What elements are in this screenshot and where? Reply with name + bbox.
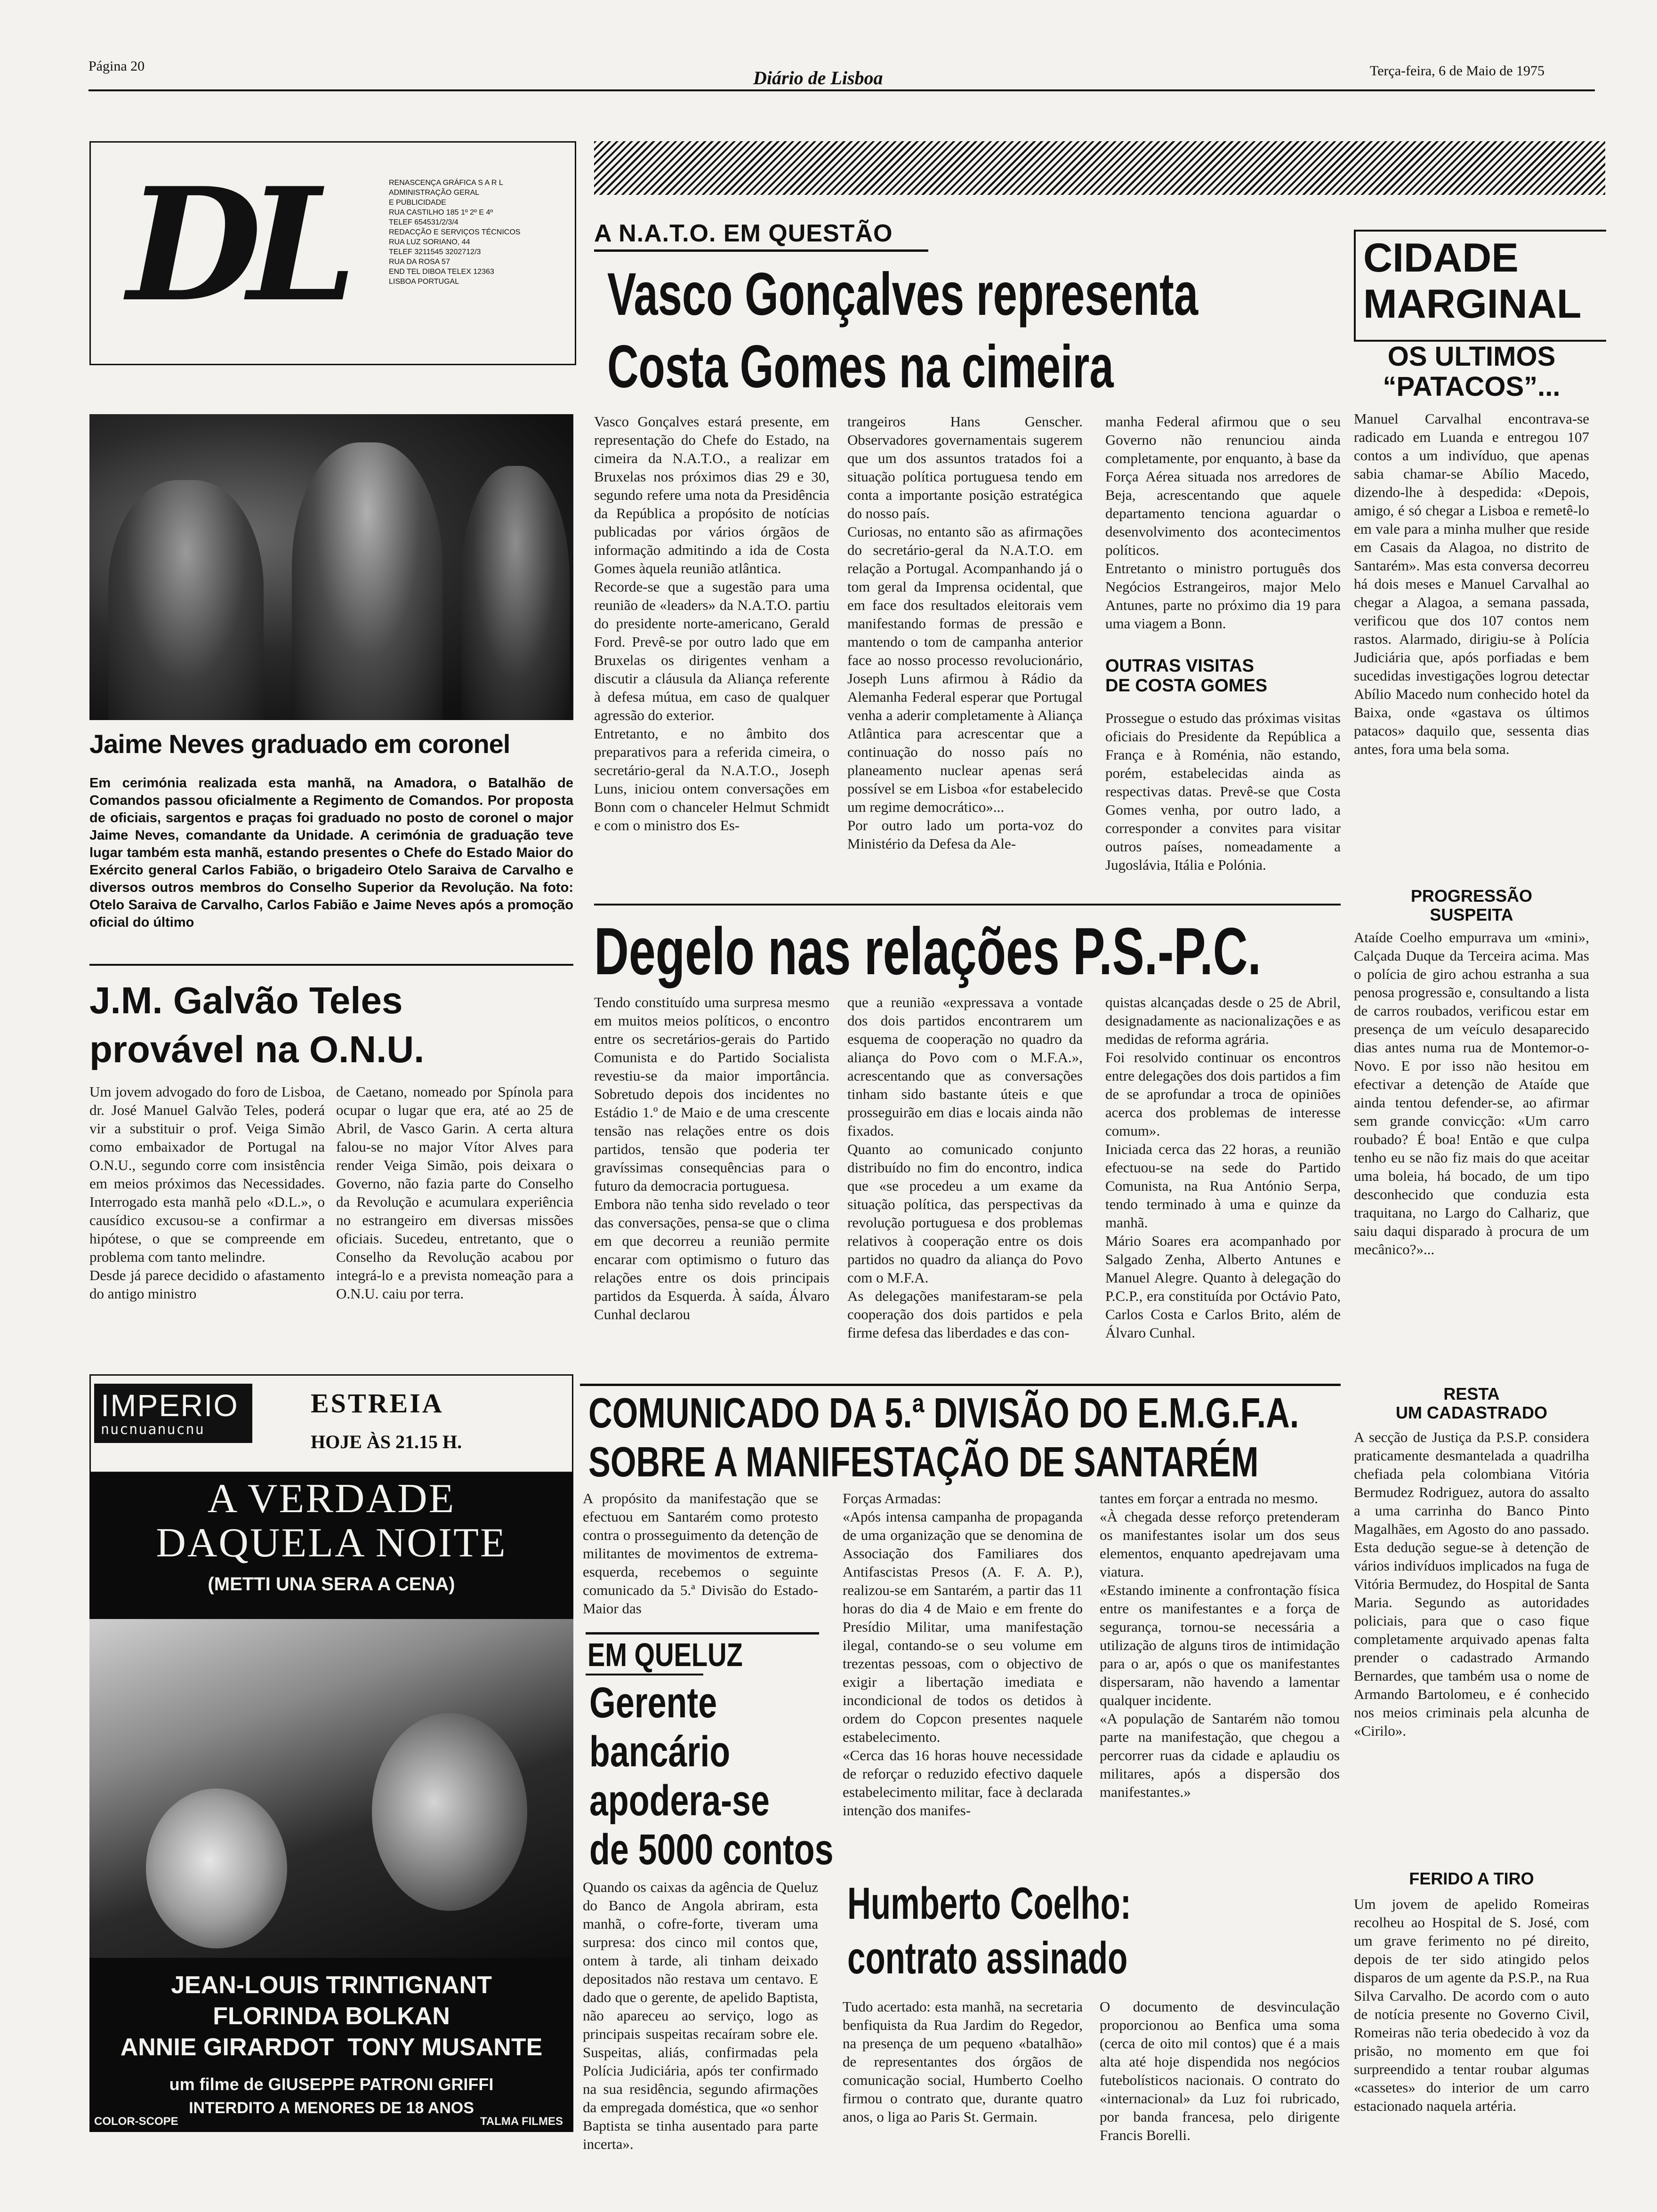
nato-headline-2: Costa Gomes na cimeira: [607, 333, 1114, 401]
degelo-col-1: Tendo constituído uma surpresa mesmo em muitos meios políticos, o encontro entre os secretários-gerais do Partido Comunista e do Partido Socialista revestiu-se da maior importância. Sobretudo depois dos incidentes no Estádio 1.º de Maio e de uma crescente tensão nas relações entre os dois partidos, tensão que poderia ter gravíssimas consequências para o futuro da democracia portuguesa. Embora não tenha sido revelado o teor das conversações, pensa-se que o clima em que decorreu a reunião permite encarar com optimismo o futuro das relações entre os dois principais partidos da Esquerda. À saída, Álvaro Cunhal declarou: [594, 994, 829, 1322]
nato-kicker-rule: [594, 249, 928, 252]
comunicado-headline-1: COMUNICADO DA 5.ª DIVISÃO DO E.M.G.F.A.: [588, 1390, 1299, 1437]
teles-headline-1: J.M. Galvão Teles: [89, 979, 403, 1021]
queluz-body: Quando os caixas da agência de Queluz do Banco de Angola abriram, esta manhã, o cofre-forte, tiveram uma surpresa: dos cinco mil contos que, ontem à tarde, ali tinham deixado depositados não restava um centavo. E dado que o gerente, de apelido Baptista, não apareceu ao serviço, logo as principais suspeitas recaíram sobre ele. Suspeitas, aliás, confirmadas pela Polícia Judiciária, após ter confirmado na sua residência, segundo afirmações da empregada doméstica, que «o senhor Baptista se tinha ausentado para parte incerta».: [583, 1879, 818, 2152]
issue-date: Terça-feira, 6 de Maio de 1975: [1370, 63, 1545, 79]
comunicado-col-3: tantes em forçar a entrada no mesmo. «À chegada desse reforço pretenderam os manifestantes isolar um dos seus elementos, enquanto apedrejavam uma viatura. «Estando iminente a confrontação física entre os manifestantes e a força de segurança, tornou-se necessária a utilização de alguns tiros de intimidação para o ar, após o que os manifestantes dispersaram, não havendo a lamentar qualquer incidente. «A população de Santarém não tomou parte na manifestação, que chegou a percorrer ruas da cidade e aplaudiu os militares, após a dispersão dos manifestantes.»: [1100, 1490, 1340, 1800]
humberto-headline-2: contrato assinado: [847, 1933, 1128, 1983]
cidade-sub-2: RESTA UM CADASTRADO: [1396, 1384, 1547, 1422]
ad-hora: HOJE ÀS 21.15 H.: [311, 1431, 462, 1452]
teles-col-2: de Caetano, nomeado por Spínola para ocupar o lugar que era, até ao 25 de Abril, de Vasco Garin. A certa altura falou-se no major Vítor Alves para render Veiga Simão, pois deixara o Governo, não fazia parte do Conselho da Revolução e acumulara experiência no estrangeiro em diversas missões oficiais. Sucedeu, entretanto, que o Conselho da Revolução acabou por integrá-lo e a prevista nomeação para a O.N.U. caiu por terra.: [336, 1083, 573, 1302]
ad-estreia: ESTREIA: [311, 1388, 444, 1419]
degelo-headline: Degelo nas relações P.S.-P.C.: [594, 914, 1261, 989]
film-subtitle: (METTI UNA SERA A CENA): [208, 1574, 455, 1595]
director-line: [89, 2075, 573, 2094]
humberto-col-1: Tudo acertado: esta manhã, na secretaria benfiquista da Rua Jardim do Regedor, na presença de um pequeno «batalhão» de representantes dos órgãos de comunicação social, Humberto Coelho firmou o contrato que, durante quatro anos, o liga ao Paris St. Germain.: [843, 1998, 1083, 2125]
ad-rating: INTERDITO A MENORES DE 18 ANOS: [189, 2099, 474, 2117]
teles-col-1: Um jovem advogado do foro de Lisboa, dr. José Manuel Galvão Teles, poderá vir a substituir o prof. Veiga Simão como embaixador de Portugal na O.N.U., segundo corre com insistência em meios próximos das Necessidades. Interrogado esta manhã pelo «D.L.», o causídico excusou-se a confirmar a hipótese, o que se compreende em problema com tanto melindre. Desde já parece decidido o afastamento do antigo ministro: [89, 1083, 325, 1302]
neves-caption: Em cerimónia realizada esta manhã, na Amadora, o Batalhão de Comandos passou oficialmente a Regimento de Comandos. Por proposta de oficiais, sargentos e praças foi graduado no posto de coronel o major Jaime Neves, comandante da Unidade. A cerimónia de graduação teve lugar também esta manhã, estando presentes o Chefe do Estado Maior do Exército general Carlos Fabião, o brigadeiro Otelo Saraiva de Carvalho e diversos outros membros do Conselho Superior da Revolução. Na foto: Otelo Saraiva de Carvalho, Carlos Fabião e Jaime Neves após a promoção oficial do último: [89, 776, 573, 930]
masthead-rule: [88, 89, 1595, 91]
humberto-headline-1: Humberto Coelho:: [847, 1878, 1131, 1929]
nato-col-3b: Prossegue o estudo das próximas visitas oficiais do Presidente da República a França e à Roménia, não estando, porém, estabelecidas ainda as respectivas datas. Prevê-se que Costa Gomes venha, por outro lado, a corresponder a convites para visitar outros países, nomeadamente a Jugoslávia, Itália e Polónia.: [1105, 710, 1341, 873]
ad-distributor: TALMA FILMES: [480, 2115, 563, 2128]
cidade-sub-1: PROGRESSÃO SUSPEITA: [1410, 886, 1533, 924]
page-number: Página 20: [88, 58, 145, 74]
still-face-left: [146, 1788, 287, 1948]
director-name: GIUSEPPE PATRONI GRIFFI: [268, 2075, 494, 2094]
hatched-band: [594, 141, 1605, 195]
cidade-headline: OS ULTIMOS “PATACOS”...: [1383, 341, 1560, 402]
nato-kicker: A N.A.T.O. EM QUESTÃO: [594, 220, 893, 247]
comunicado-col-2: Forças Armadas: «Após intensa campanha de propaganda de uma organização que se denomina de Associação dos Familiares dos Antifascistas Presos (A. F. A. P.), realizou-se em Santarém, a partir das 11 horas do dia 4 de Maio e em frente do Presídio Militar, uma manifestação ilegal, contando-se o seu volume em trezentas pessoas, com o objectivo de exigir a libertação imediata e incondicional de todos os detidos à ordem do Copcon presentes naquele estabelecimento. «Cerca das 16 horas houve necessidade de reforçar o reduzido efectivo daquele estabelecimento militar, face à declarada intenção dos manifes-: [843, 1490, 1083, 1819]
publisher-credits: RENASCENÇA GRÁFICA S A R L ADMINISTRAÇÃO GERAL E PUBLICIDADE RUA CASTILHO 185 1º 2º E 4º TELEF 654531/2/3/4 REDACÇÃO E SERVIÇOS TÉCNICOS RUA LUZ SORIANO, 44 TELEF 3211545 3202712/3 RUA DA ROSA 57 END TEL DIBOA TELEX 12363 LISBOA PORTUGAL: [389, 179, 521, 286]
photo-jaime-neves: [89, 414, 573, 720]
cast-line-1: JEAN-LOUIS TRINTIGNANT: [171, 1972, 492, 1999]
comunicado-headline-2: SOBRE A MANIFESTAÇÃO DE SANTARÉM: [588, 1439, 1259, 1486]
cast-line-2: FLORINDA BOLKAN: [213, 2003, 450, 2030]
comunicado-col-1: A propósito da manifestação que se efectuou em Santarém como protesto contra o prosseguimento da detenção de militantes de movimentos de extrema-esquerda, recebemos o seguinte comunicado da 5.ª Divisão do Estado-Maior das: [583, 1490, 818, 1617]
degelo-top-rule: [594, 904, 1341, 906]
cidade-p2: Ataíde Coelho empurrava um «mini», Calçada Duque da Terceira acima. Mas o polícia de giro achou estranha a sua penosa progressão e, consultando a lista de carros roubados, verificou estar em presença de um veículo desaparecido dias antes numa rua de Montemor-o-Novo. E por isso não hesitou em efectivar a detenção de Ataíde que ainda tentou defender-se, ao afirmar sem grande convicção: «Um carro roubado? É boa! Então e que culpa tenho eu se não fiz mais do que aceitar uma boleia, há bocado, de um tipo desconhecido que conduzia esta traquitana, no Largo do Calhariz, que saiu daqui disparado à procura de um mecânico?»...: [1354, 929, 1589, 1258]
nato-headline-1: Vasco Gonçalves representa: [607, 261, 1199, 328]
cidade-p1: Manuel Carvalhal encontrava-se radicado em Luanda e entregou 107 contos a um indivíduo, que apenas sabia chamar-se Abílio Macedo, dizendo-lhe à despedida: «Depois, amigo, é só chegar a Lisboa e remetê-lo em vale para a minha mulher que reside em Casais da Alagoa, no distrito de Santarém». Mas esta conversa decorreu há dois meses e Manuel Carvalhal ao chegar a Alagoa, a semana passada, verificou que dos 107 contos nem rastos. Alarmado, dirigiu-se à Polícia Judiciária que, após porfiadas e bem sucedidas investigações logrou detectar Abílio Macedo num conhecido hotel da Baixa, onde «gastava os últimos patacos» daquilo que, sessenta dias antes, fora uma bela soma.: [1354, 410, 1589, 757]
dl-logo: DL: [127, 153, 343, 336]
film-still: [89, 1619, 573, 1958]
degelo-col-3: quistas alcançadas desde o 25 de Abril, designadamente as nacionalizações e as medidas de reforma agrária. Foi resolvido continuar os encontros entre delegações dos dois partidos a fim de se aprofundar a troca de opiniões acerca dos problemas de interesse comum». Iniciada cerca das 22 horas, a reunião efectuou-se na sede do Partido Comunista, na Rua António Serpa, tendo terminado à uma e quinze da manhã. Mário Soares era acompanhado por Salgado Zenha, Alberto Antunes e Manuel Alegre. Quanto à delegação do P.C.P., era constituída por Octávio Pato, Carlos Costa e Carlos Brito, além de Álvaro Cunhal.: [1105, 994, 1341, 1341]
queluz-kicker-rule: [586, 1674, 703, 1675]
cinema-subname: nucnuanucnu: [101, 1421, 205, 1438]
film-title-1: A VERDADE: [207, 1476, 456, 1522]
neves-caption-head: Jaime Neves graduado em coronel: [89, 729, 510, 759]
film-by-prefix: um filme de: [169, 2075, 264, 2094]
cinema-name: IMPERIO: [101, 1388, 239, 1423]
cidade-sub-3: FERIDO A TIRO: [1409, 1869, 1534, 1888]
queluz-top-rule: [586, 1632, 819, 1635]
film-title-2: DAQUELA NOITE: [156, 1520, 507, 1566]
cidade-p3: A secção de Justiça da P.S.P. considera praticamente desmantelada a quadrilha chefiada pela colombiana Vitória Bermudez Rodriguez, autora do assalto a uma carrinha do Banco Pinto Magalhães, em Agosto do ano passado. Esta dedução segue-se à detenção de vários indivíduos implicados na fuga de Vitória Bermudez, do Hospital de Santa Maria. Segundo as autoridades policiais, para que o caso fique completamente arquivado apenas falta prender o cadastrado Armando Bernardes, que também usa o nome de Armando Bartolomeu, e é conhecido nos meios criminais pela alcunha de «Cirilo».: [1354, 1429, 1589, 1739]
nato-col-1: Vasco Gonçalves estará presente, em representação do Chefe do Estado, na cimeira da N.A.T.O., a realizar em Bruxelas nos próximos dias 29 e 30, segundo refere uma nota da Presidência da República a propósito de notícias publicadas por vários órgãos de informação admitindo a ida de Costa Gomes àquela reunião atlântica. Recorde-se que a sugestão para uma reunião de «leaders» da N.A.T.O. partiu do presidente norte-americano, Gerald Ford. Prevê-se por outro lado que em Bruxelas os dirigentes venham a discutir a cláusula da Aliança referente à defesa mútua, em caso de qualquer agressão do exterior. Entretanto, e no âmbito dos preparativos para a referida cimeira, o secretário-geral da N.A.T.O., Joseph Luns, iniciou ontem conversações em Bonn com o chanceler Helmut Schmidt e com o ministro dos Es-: [594, 413, 829, 834]
cast-line-3: ANNIE GIRARDOT TONY MUSANTE: [120, 2034, 543, 2061]
ad-colorscope: COLOR-SCOPE: [94, 2115, 178, 2128]
cidade-p4: Um jovem de apelido Romeiras recolheu ao Hospital de S. José, com um grave ferimento no pé direito, depois de ter sido atingido pelos disparos de um agente da P.S.P., na Rua Silva Carvalho. De acordo com o auto de notícia presente no Governo Civil, Romeiras não teria obedecido à voz da prisão, no momento em que foi surpreendido a tentar roubar algumas «cassetes» do interior de um carro estacionado naquela artéria.: [1354, 1896, 1589, 2114]
nato-subhead: OUTRAS VISITAS DE COSTA GOMES: [1105, 656, 1268, 696]
photo-figure-left: [108, 480, 264, 720]
comunicado-top-rule: [580, 1384, 1341, 1386]
queluz-headline: Gerente bancário apodera-se de 5000 contos: [589, 1679, 834, 1874]
cidade-title-2: MARGINAL: [1363, 281, 1582, 327]
queluz-kicker: EM QUELUZ: [587, 1636, 743, 1673]
nato-col-3: manha Federal afirmou que o seu Governo não renunciou ainda completamente, por enquanto, à base da Força Aérea situada nos arredores de Beja, acrescentando que aquele departamento tenciona aguardar o desenvolvimento dos acontecimentos políticos. Entretanto o ministro português dos Negócios Estrangeiros, major Melo Antunes, parte no próximo dia 19 para uma viagem a Bonn.: [1105, 413, 1341, 632]
cinema-ad: [89, 1374, 573, 2132]
teles-headline-2: provável na O.N.U.: [89, 1028, 425, 1070]
cidade-title-1: CIDADE: [1363, 235, 1519, 281]
paper-name: Diário de Lisboa: [753, 67, 883, 88]
degelo-col-2: que a reunião «expressava a vontade dos dois partidos encontrarem um esquema de cooperação no quadro da aliança do Povo com o M.F.A.», acrescentando que as conversações tinham sido bastante úteis e que prosseguirão em dias e locais ainda não fixados. Quanto ao comunicado conjunto distribuído no fim do encontro, indica que «se procedeu a um exame da situação política, das perspectivas da revolução portuguesa e dos problemas relativos à cooperação entre os dois partidos no quadro da aliança do Povo com o M.F.A. As delegações manifestaram-se pela cooperação dos dois partidos e pela firme defesa das liberdades e das con-: [847, 994, 1083, 1341]
photo-figure-center: [292, 442, 442, 720]
photo-figure-right: [461, 466, 570, 720]
teles-top-rule: [89, 964, 573, 966]
nato-col-2: trangeiros Hans Genscher. Observadores governamentais sugerem que um dos assuntos tratados foi a situação política portuguesa tendo em conta a importante posição estratégica do nosso país. Curiosas, no entanto são as afirmações do secretário-geral da N.A.T.O. em relação a Portugal. Acompanhando já o tom geral da Imprensa ocidental, que em face dos resultados eleitorais vem manifestando formas de pressão e mantendo o tom de campanha anterior face ao nosso processo revolucionário, Joseph Luns afirmou à Rádio da Alemanha Federal esperar que Portugal venha a aderir completamente à Aliança Atlântica para acrescentar que a continuação do nosso país no planeamento nuclear apenas será possível se em Lisboa «for estabelecido um regime democrático»... Por outro lado um porta-voz do Ministério da Defesa da Ale-: [847, 413, 1083, 852]
humberto-col-2: O documento de desvinculação proporcionou ao Benfica uma soma (cerca de oito mil contos) que é a mais alta até hoje dispendida nos negócios futebolísticos nacionais. O contrato do «internacional» da Luz foi rubricado, por banda francesa, pelo dirigente Francis Borelli.: [1100, 1998, 1340, 2143]
still-face-right: [372, 1713, 527, 1911]
